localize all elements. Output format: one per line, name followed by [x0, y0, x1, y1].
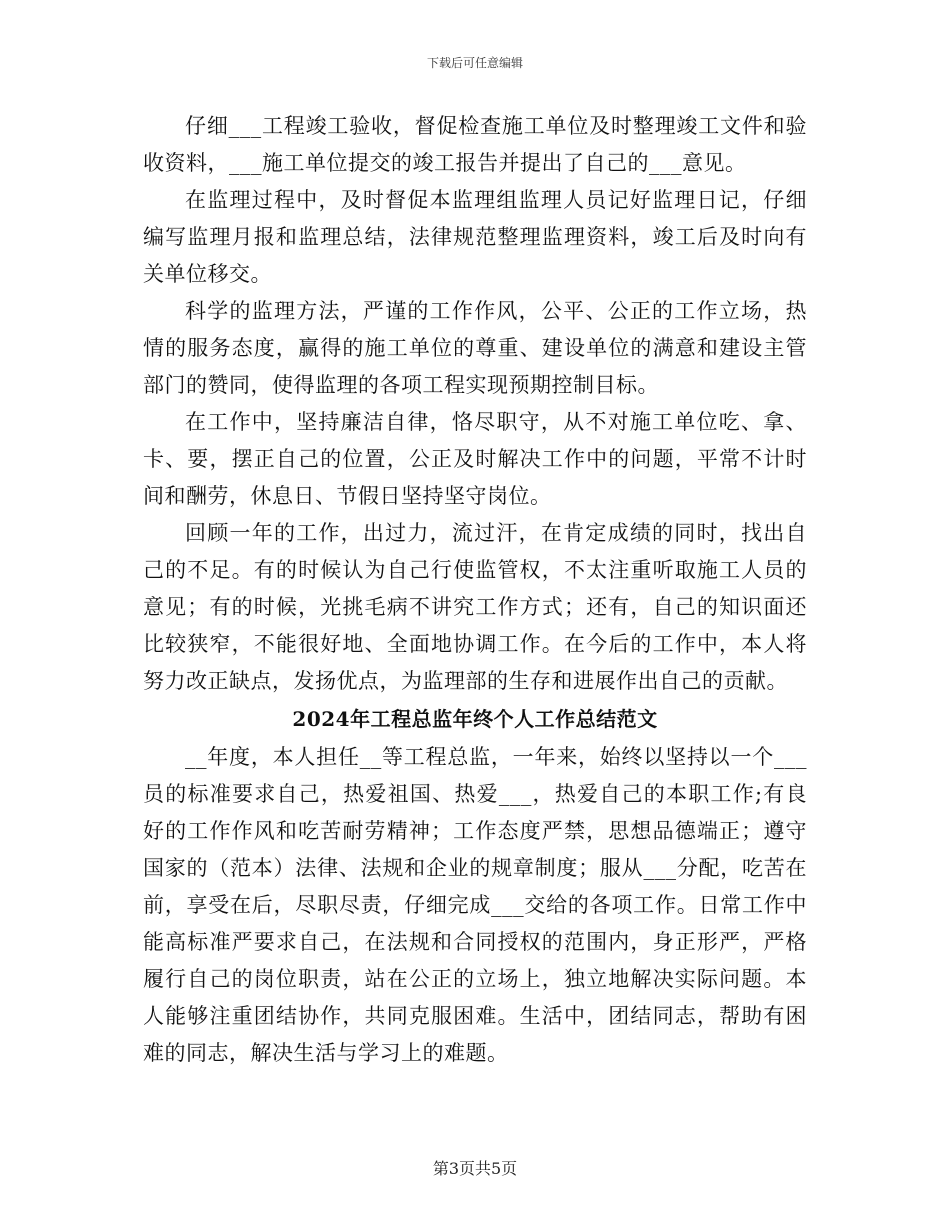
page-header: 下载后可任意编辑: [426, 56, 523, 70]
body-paragraph: 科学的监理方法，严谨的工作作风，公平、公正的工作立场，热情的服务态度，赢得的施工单位的尊重、建设单位的满意和建设主管部门的赞同，使得监理的各项工程实现预期控制目标。: [143, 299, 807, 397]
body-paragraph: 仔细___工程竣工验收，督促检查施工单位及时整理竣工文件和验收资料，___施工单位提交的竣工报告并提出了自己的___意见。: [143, 114, 807, 175]
document-body: [143, 108, 807, 1072]
body-paragraph: 在监理过程中，及时督促本监理组监理人员记好监理日记，仔细编写监理月报和监理总结，法律规范整理监理资料，竣工后及时向有关单位移交。: [143, 188, 807, 286]
section-title: 2024年工程总监年终个人工作总结范文: [292, 707, 658, 731]
page-footer: 第3页共5页: [432, 1159, 518, 1178]
body-paragraph: 回顾一年的工作，出过力，流过汗，在肯定成绩的同时，找出自己的不足。有的时候认为自己行使监管权，不太注重听取施工人员的意见；有的时候，光挑毛病不讲究工作方式；还有，自己的知识面还比较狭窄，不能很好地、全面地协调工作。在今后的工作中，本人将努力改正缺点，发扬优点，为监理部的生存和进展作出自己的贡献。: [143, 521, 807, 693]
section-paragraph: __年度，本人担任__等工程总监，一年来，始终以坚持以一个___员的标准要求自己，热爱祖国、热爱___，热爱自己的本职工作;有良好的工作作风和吃苦耐劳精神；工作态度严禁，思想品德端正；遵守国家的（范本）法律、法规和企业的规章制度；服从___分配，吃苦在前，享受在后，尽职尽责，仔细完成___交给的各项工作。日常工作中能高标准严要求自己，在法规和合同授权的范围内，身正形严，严格履行自己的岗位职责，站在公正的立场上，独立地解决实际问题。本人能够注重团结协作，共同克服困难。生活中，团结同志，帮助有困难的同志，解决生活与学习上的难题。: [143, 745, 807, 1065]
body-paragraph: 在工作中，坚持廉洁自律，恪尽职守，从不对施工单位吃、拿、卡、要，摆正自己的位置，公正及时解决工作中的问题，平常不计时间和酬劳，休息日、节假日坚持坚守岗位。: [143, 410, 807, 508]
